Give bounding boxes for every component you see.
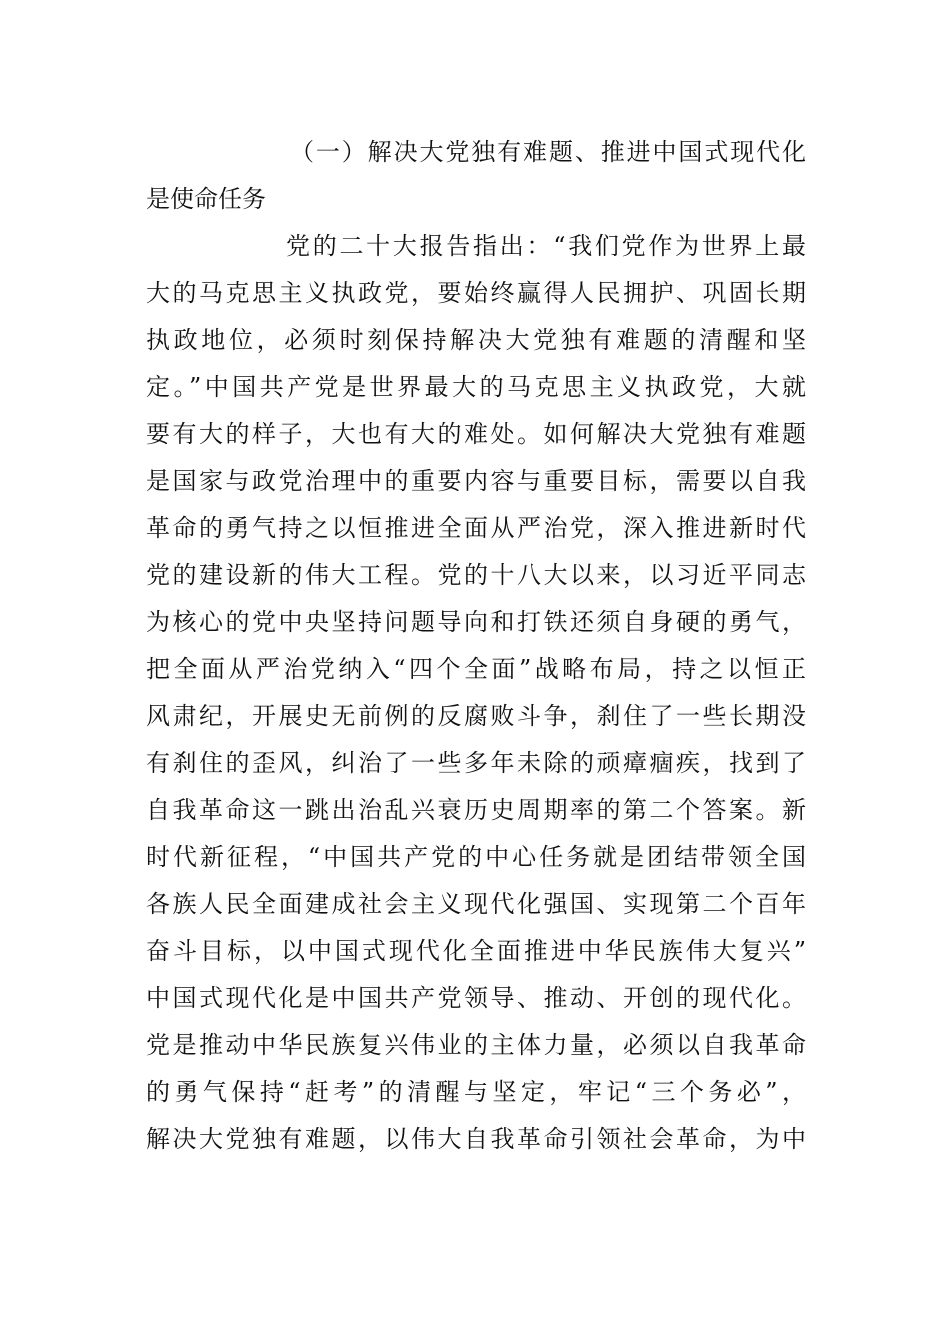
paragraph-line: 把全面从严治党纳入“四个全面”战略布局，持之以恒正: [146, 655, 806, 683]
paragraph-line: 大的马克思主义执政党，要始终赢得人民拥护、巩固长期: [146, 279, 806, 307]
section-heading-line-1: （一）解决大党独有难题、推进中国式现代化: [290, 138, 806, 166]
paragraph-line: 定。”中国共产党是世界最大的马克思主义执政党，大就: [146, 373, 806, 401]
paragraph-line: 要有大的样子，大也有大的难处。如何解决大党独有难题: [146, 420, 806, 448]
paragraph-line: 奋斗目标，以中国式现代化全面推进中华民族伟大复兴”: [146, 937, 806, 965]
paragraph-line: 有刹住的歪风，纠治了一些多年未除的顽瘴痼疾，找到了: [146, 749, 806, 777]
section-heading-line-2: 是使命任务: [146, 185, 266, 213]
paragraph-line: 解决大党独有难题，以伟大自我革命引领社会革命，为中: [146, 1125, 806, 1153]
paragraph-line: 革命的勇气持之以恒推进全面从严治党，深入推进新时代: [146, 514, 806, 542]
paragraph-line: 是国家与政党治理中的重要内容与重要目标，需要以自我: [146, 467, 806, 495]
paragraph-line: 的勇气保持“赶考”的清醒与坚定，牢记“三个务必”，: [146, 1078, 806, 1106]
paragraph-line: 党的建设新的伟大工程。党的十八大以来，以习近平同志: [146, 561, 806, 589]
paragraph-line: 党是推动中华民族复兴伟业的主体力量，必须以自我革命: [146, 1031, 806, 1059]
paragraph-line: 党的二十大报告指出：“我们党作为世界上最: [286, 232, 806, 260]
paragraph-line: 为核心的党中央坚持问题导向和打铁还须自身硬的勇气，: [146, 608, 806, 636]
paragraph-line: 执政地位，必须时刻保持解决大党独有难题的清醒和坚: [146, 326, 806, 354]
document-body: [146, 129, 806, 1163]
paragraph-line: 中国式现代化是中国共产党领导、推动、开创的现代化。: [146, 984, 806, 1012]
paragraph-line: 各族人民全面建成社会主义现代化强国、实现第二个百年: [146, 890, 806, 918]
paragraph-line: 时代新征程，“中国共产党的中心任务就是团结带领全国: [146, 843, 806, 871]
paragraph-line: 风肃纪，开展史无前例的反腐败斗争，刹住了一些长期没: [146, 702, 806, 730]
paragraph-line: 自我革命这一跳出治乱兴衰历史周期率的第二个答案。新: [146, 796, 806, 824]
